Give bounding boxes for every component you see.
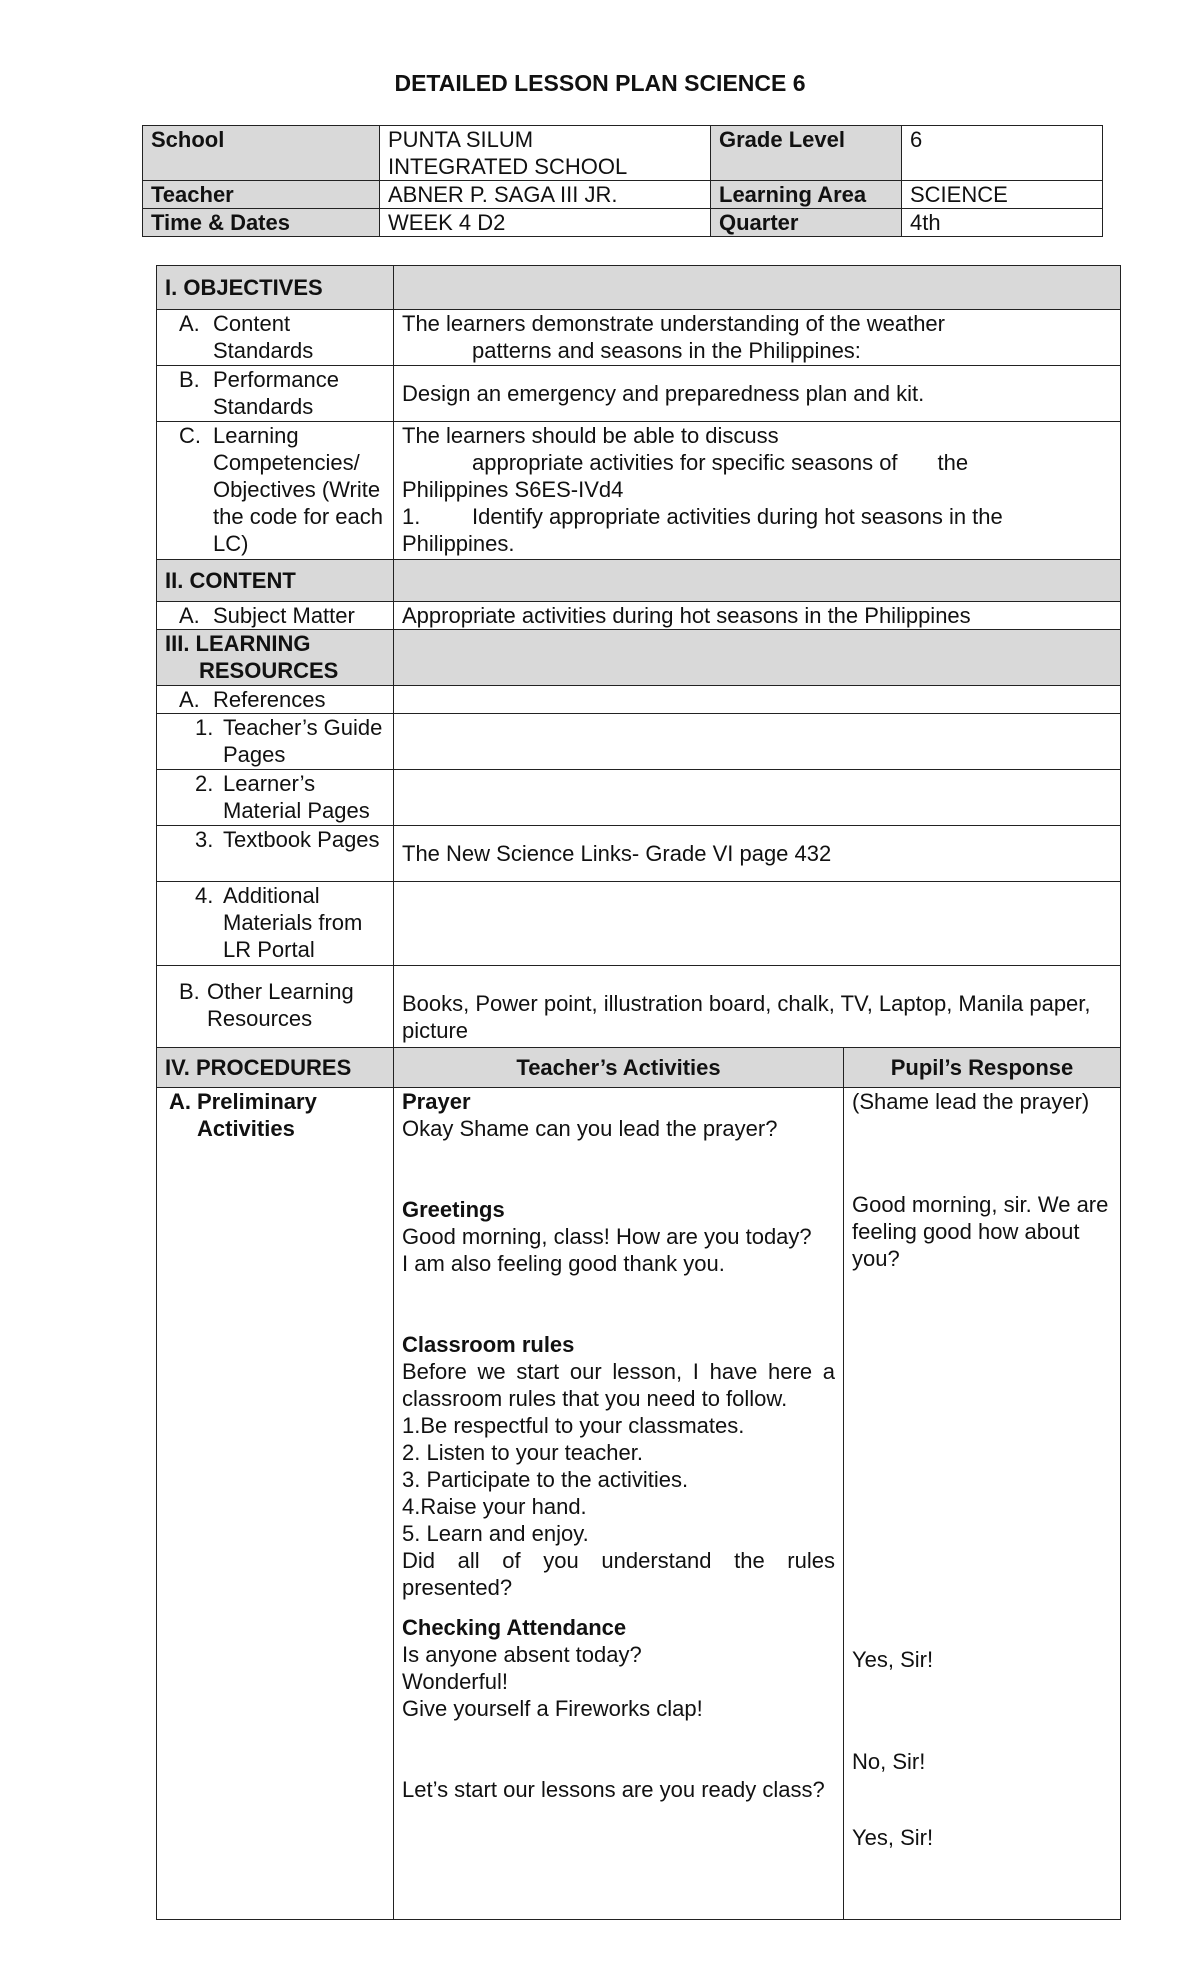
greetings-title: Greetings — [402, 1197, 505, 1222]
other-resources-text: Other Learning Resources — [207, 979, 354, 1031]
textbook-pages-label — [157, 826, 394, 882]
content-heading-blank — [394, 560, 1121, 602]
content-standards-value — [394, 310, 1121, 366]
teacher-value: ABNER P. SAGA III JR. — [380, 181, 711, 209]
content-heading: II. CONTENT — [157, 560, 394, 602]
rule-2: 2. Listen to your teacher. — [402, 1440, 643, 1465]
rule-4: 4.Raise your hand. — [402, 1494, 587, 1519]
teachers-activities-header: Teacher’s Activities — [394, 1048, 844, 1088]
textbook-pages-value: The New Science Links- Grade VI page 432 — [394, 826, 1121, 882]
additional-materials-label — [157, 882, 394, 966]
rule-1: 1.Be respectful to your classmates. — [402, 1413, 745, 1438]
greetings-text-2: I am also feeling good thank you. — [402, 1251, 725, 1276]
teachers-guide-label — [157, 714, 394, 770]
pupils-response-header: Pupil’s Response — [844, 1048, 1121, 1088]
attendance-response: No, Sir! — [852, 1749, 926, 1774]
school-value — [380, 126, 711, 181]
greetings-text: Good morning, class! How are you today? — [402, 1224, 812, 1249]
lc-line1: The learners should be able to discuss — [402, 423, 779, 448]
preliminary-activities-text: Preliminary Activities — [197, 1089, 317, 1141]
references-value — [394, 686, 1121, 714]
preliminary-activities-marker: A. — [169, 1089, 191, 1114]
subject-matter-marker: A. — [179, 603, 200, 628]
learners-material-text: Learner’s Material Pages — [223, 771, 370, 823]
lc-line4-number: 1. — [402, 504, 421, 529]
learning-competencies-text: Learning Competencies/ Objectives (Write the code for each LC) — [213, 423, 384, 556]
attendance-wonderful: Wonderful! — [402, 1669, 508, 1694]
references-marker: A. — [179, 687, 200, 712]
learning-resources-heading-line2: RESOURCES — [199, 658, 339, 683]
preliminary-activities-label — [157, 1088, 394, 1920]
objectives-heading: I. OBJECTIVES — [157, 266, 394, 310]
lc-line3: Philippines S6ES-IVd4 — [402, 477, 624, 502]
rules-question: Did all of you understand the rules presented? — [402, 1548, 835, 1600]
lc-line2: appropriate activities for specific seasons of — [472, 450, 898, 475]
content-standards-line1: The learners demonstrate understanding of the weather — [402, 311, 945, 336]
objectives-heading-blank — [394, 266, 1121, 310]
teacher-label: Teacher — [143, 181, 380, 209]
lc-line5: Philippines. — [402, 531, 515, 556]
time-dates-value: WEEK 4 D2 — [380, 209, 711, 237]
learning-competencies-marker: C. — [179, 423, 201, 448]
learning-area-label: Learning Area — [711, 181, 902, 209]
learning-competencies-value — [394, 422, 1121, 560]
school-value-line2: INTEGRATED SCHOOL — [388, 154, 628, 179]
prayer-text: Okay Shame can you lead the prayer? — [402, 1116, 778, 1141]
learners-material-marker: 2. — [195, 771, 214, 796]
time-dates-label: Time & Dates — [143, 209, 380, 237]
references-label — [157, 686, 394, 714]
clap-response: Yes, Sir! — [852, 1825, 934, 1850]
checking-attendance-title: Checking Attendance — [402, 1615, 627, 1640]
learners-material-label — [157, 770, 394, 826]
performance-standards-value: Design an emergency and preparedness plan and kit. — [394, 366, 1121, 422]
references-text: References — [213, 687, 326, 712]
other-resources-marker: B. — [179, 979, 200, 1004]
other-resources-value: Books, Power point, illustration board, chalk, TV, Laptop, Manila paper, picture — [394, 966, 1121, 1048]
quarter-label: Quarter — [711, 209, 902, 237]
other-resources-label — [157, 966, 394, 1048]
start-lesson-text: Let’s start our lessons are you ready class? — [402, 1777, 825, 1802]
learning-area-value: SCIENCE — [902, 181, 1103, 209]
teachers-guide-text: Teacher’s Guide Pages — [223, 715, 383, 767]
learners-material-value — [394, 770, 1121, 826]
teachers-activities-cell — [394, 1088, 844, 1920]
content-standards-text: Content Standards — [213, 311, 314, 363]
teachers-guide-value — [394, 714, 1121, 770]
rule-3: 3. Participate to the activities. — [402, 1467, 689, 1492]
grade-level-value: 6 — [902, 126, 1103, 181]
greetings-response: Good morning, sir. We are feeling good how about you? — [852, 1192, 1109, 1271]
performance-standards-marker: B. — [179, 367, 200, 392]
prayer-title: Prayer — [402, 1089, 471, 1114]
rule-5: 5. Learn and enjoy. — [402, 1521, 589, 1546]
content-standards-label — [157, 310, 394, 366]
classroom-rules-title: Classroom rules — [402, 1332, 575, 1357]
classroom-rules-intro: Before we start our lesson, I have here a classroom rules that you need to follow. — [402, 1359, 835, 1411]
quarter-value: 4th — [902, 209, 1103, 237]
page-title: DETAILED LESSON PLAN SCIENCE 6 — [394, 70, 806, 96]
learning-resources-heading-line1: III. LEARNING — [165, 631, 311, 656]
performance-standards-label — [157, 366, 394, 422]
additional-materials-value — [394, 882, 1121, 966]
lc-line2b: the — [937, 450, 969, 475]
subject-matter-value: Appropriate activities during hot seasons in the Philippines — [394, 602, 1121, 630]
subject-matter-label — [157, 602, 394, 630]
teachers-guide-marker: 1. — [195, 715, 214, 740]
subject-matter-text: Subject Matter — [213, 603, 355, 628]
content-standards-line2: patterns and seasons in the Philippines: — [472, 338, 861, 363]
performance-standards-text: Performance Standards — [213, 367, 339, 419]
grade-level-label: Grade Level — [711, 126, 902, 181]
learning-resources-heading — [157, 630, 394, 686]
additional-materials-marker: 4. — [195, 883, 214, 908]
header-info-table — [142, 125, 1103, 237]
school-label: School — [143, 126, 380, 181]
textbook-pages-text: Textbook Pages — [223, 827, 380, 852]
lc-line4: Identify appropriate activities during hot seasons in the — [472, 504, 1003, 529]
content-standards-marker: A. — [179, 311, 200, 336]
prayer-response: (Shame lead the prayer) — [852, 1089, 1090, 1114]
learning-resources-heading-blank — [394, 630, 1121, 686]
textbook-pages-marker: 3. — [195, 827, 214, 852]
lesson-plan-table — [156, 265, 1121, 1920]
rules-response: Yes, Sir! — [852, 1647, 934, 1672]
procedures-heading: IV. PROCEDURES — [157, 1048, 394, 1088]
learning-competencies-label — [157, 422, 394, 560]
additional-materials-text: Additional Materials from LR Portal — [223, 883, 363, 962]
attendance-clap: Give yourself a Fireworks clap! — [402, 1696, 703, 1721]
pupils-response-cell — [844, 1088, 1121, 1920]
attendance-question: Is anyone absent today? — [402, 1642, 642, 1667]
school-value-line1: PUNTA SILUM — [388, 127, 534, 152]
